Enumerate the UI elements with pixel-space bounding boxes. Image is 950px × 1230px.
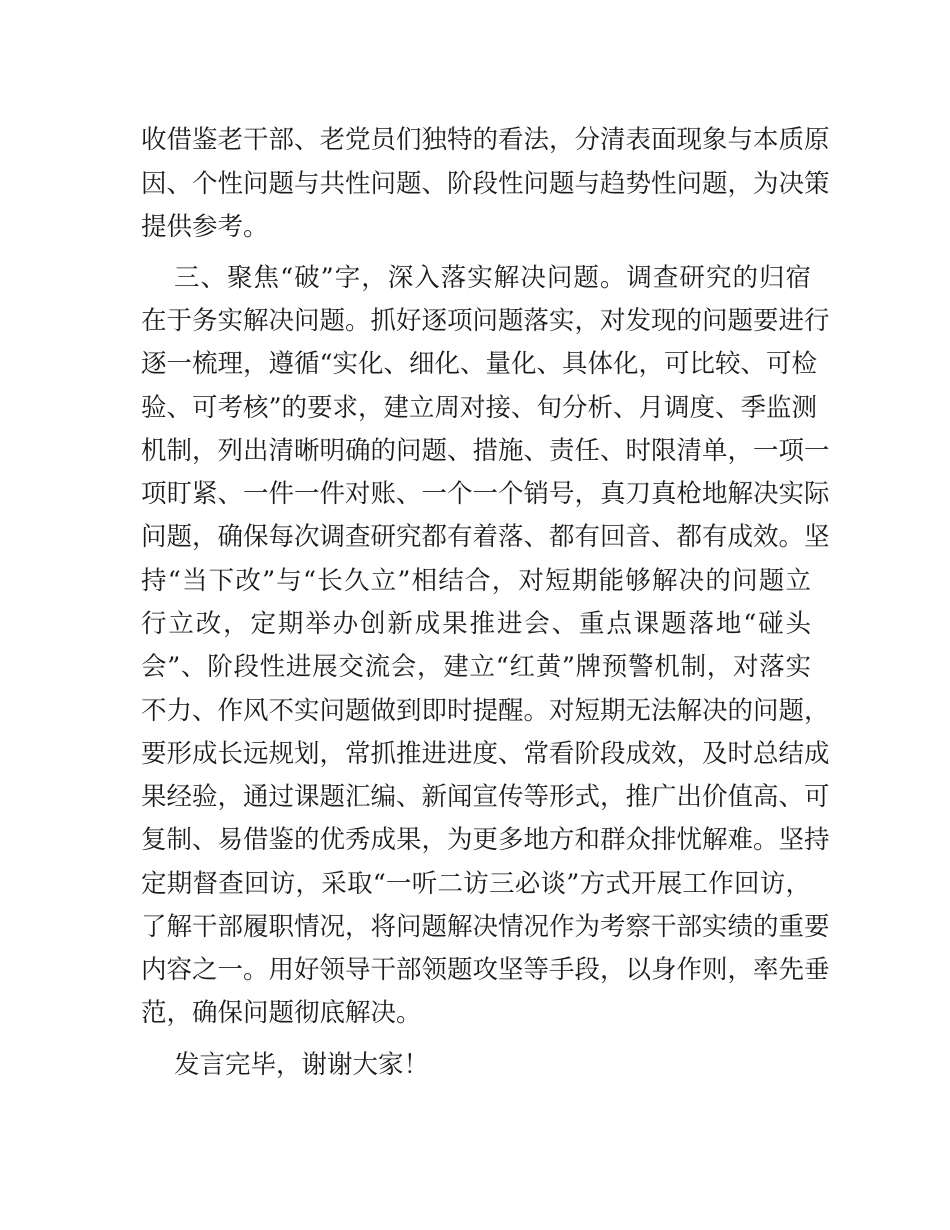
paragraph-2-line-12: 要形成长远规划，常抓推进进度、常看阶段成效，及时总结成 [141,739,830,769]
closing-remark: 发言完毕，谢谢大家！ [174,1050,430,1080]
paragraph-2-line-16: 了解干部履职情况，将问题解决情况作为考察干部实绩的重要 [141,912,830,942]
paragraph-2-line-6: 项盯紧、一件一件对账、一个一个销号，真刀真枪地解决实际 [141,479,830,509]
paragraph-2-line-17: 内容之一。用好领导干部领题攻坚等手段，以身作则，率先垂 [141,955,830,985]
paragraph-1-line-1: 收借鉴老干部、老党员们独特的看法，分清表面现象与本质原 [141,125,830,155]
paragraph-2-line-9: 行立改，定期举办创新成果推进会、重点课题落地“碰头 [141,609,811,639]
paragraph-2-line-15: 定期督查回访，采取“一听二访三必谈”方式开展工作回访， [141,869,811,899]
paragraph-2-line-18: 范，确保问题彻底解决。 [141,998,422,1028]
paragraph-2-line-3: 逐一梳理，遵循“实化、细化、量化、具体化，可比较、可检 [141,349,818,379]
paragraph-1-line-2: 因、个性问题与共性问题、阶段性问题与趋势性问题，为决策 [141,169,830,199]
paragraph-2-line-8: 持“当下改”与“长久立”相结合，对短期能够解决的问题立 [141,566,811,596]
paragraph-2-line-5: 机制，列出清晰明确的问题、措施、责任、时限清单，一项一 [141,436,830,466]
paragraph-2-line-14: 复制、易借鉴的优秀成果，为更多地方和群众排忧解难。坚持 [141,825,830,855]
paragraph-2-line-13: 果经验，通过课题汇编、新闻宣传等形式，推广出价值高、可 [141,782,830,812]
paragraph-1-line-3: 提供参考。 [141,212,269,242]
paragraph-2-line-4: 验、可考核”的要求，建立周对接、旬分析、月调度、季监测 [141,393,818,423]
paragraph-2-line-10: 会”、阶段性进展交流会，建立“红黄”牌预警机制，对落实 [141,652,811,682]
paragraph-2-line-1: 三、聚焦“破”字，深入落实解决问题。调查研究的归宿 [174,263,811,293]
paragraph-2-line-7: 问题，确保每次调查研究都有着落、都有回音、都有成效。坚 [141,522,830,552]
paragraph-2-line-11: 不力、作风不实问题做到即时提醒。对短期无法解决的问题， [141,696,830,726]
paragraph-2-line-2: 在于务实解决问题。抓好逐项问题落实，对发现的问题要进行 [141,306,830,336]
